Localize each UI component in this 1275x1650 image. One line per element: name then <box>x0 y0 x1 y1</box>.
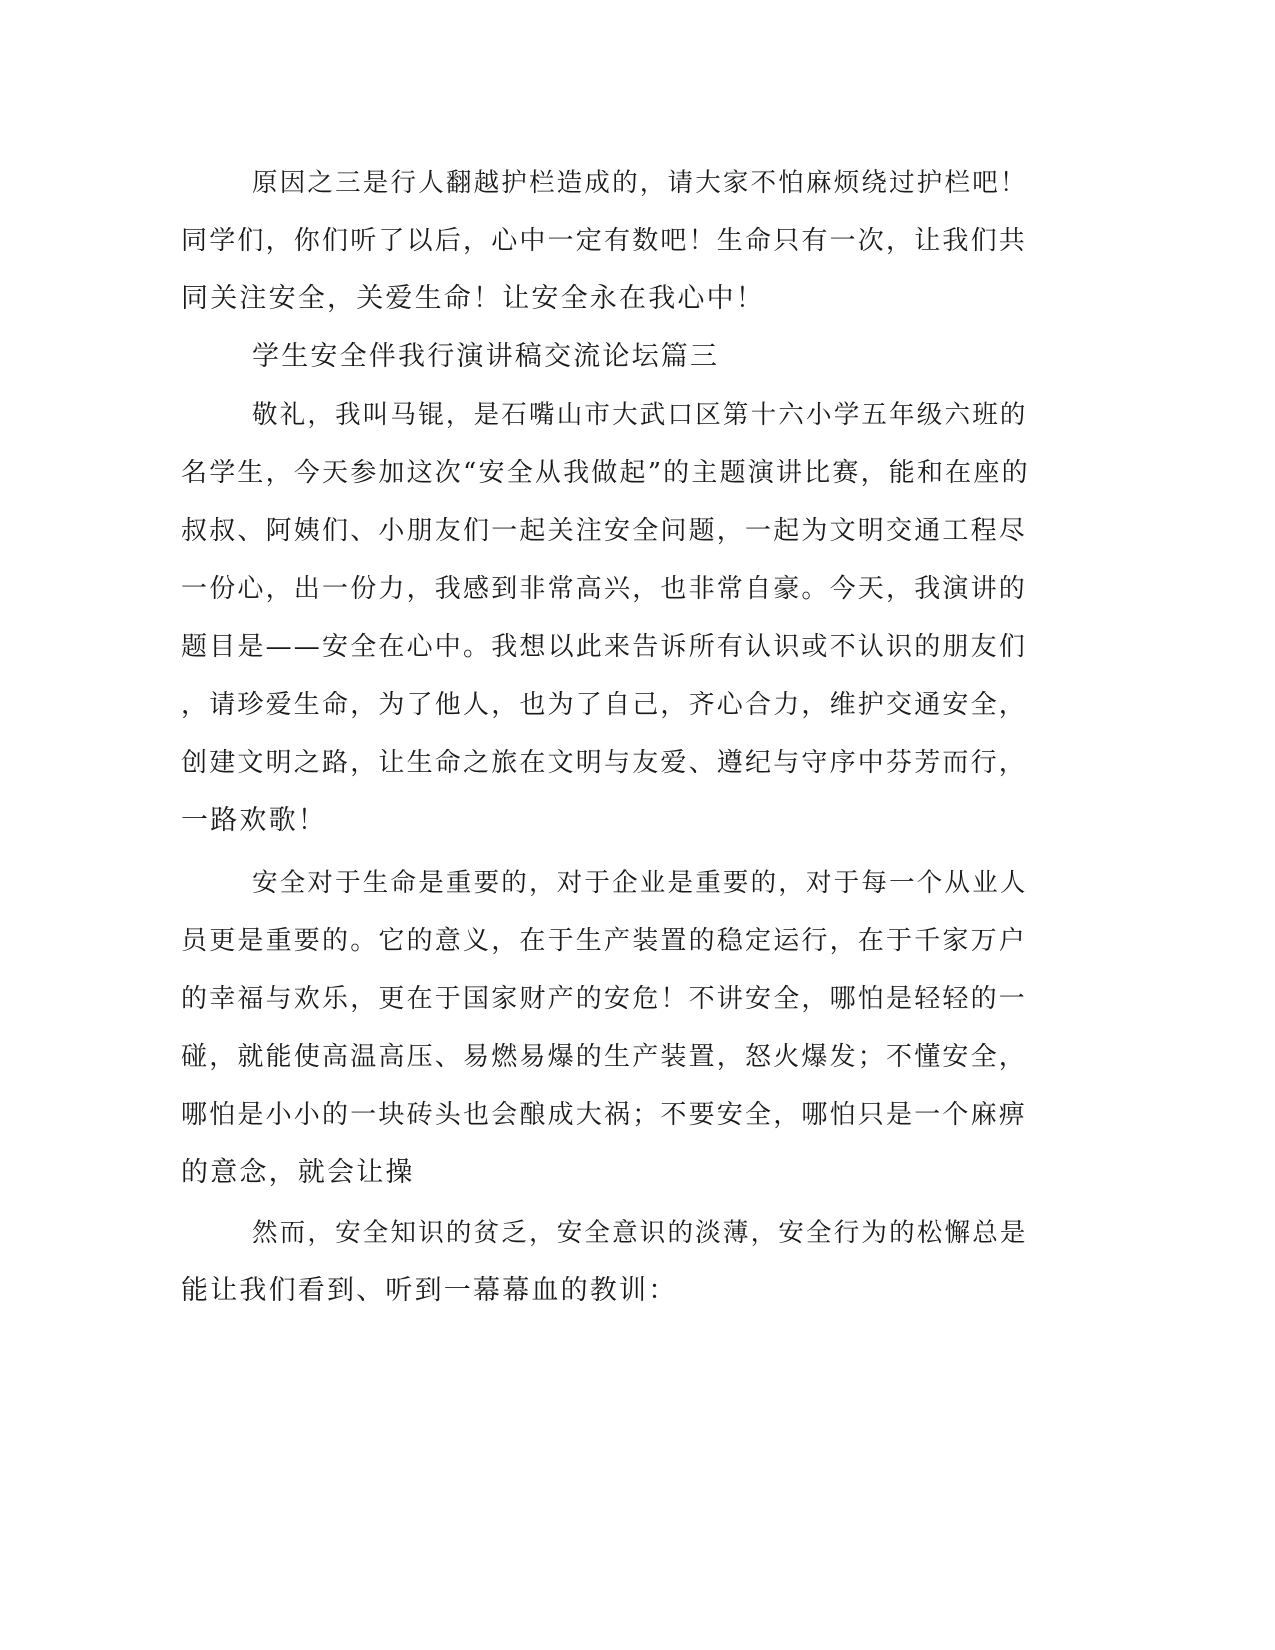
text-line-10: ，请珍爱生命，为了他人，也为了自己，齐心合力，维护交通安全， <box>181 690 1028 720</box>
text-line-11: 创建文明之路，让生命之旅在文明与友爱、遵纪与守序中芬芳而行， <box>181 748 1028 778</box>
text-line-19: 然而，安全知识的贫乏，安全意识的淡薄，安全行为的松懈总是 <box>252 1218 1028 1248</box>
text-line-2: 同学们，你们听了以后，心中一定有数吧！生命只有一次，让我们共 <box>181 226 1028 256</box>
text-line-15: 的幸福与欢乐，更在于国家财产的安危！不讲安全，哪怕是轻轻的一 <box>181 984 1028 1014</box>
text-line-14: 员更是重要的。它的意义，在于生产装置的稳定运行，在于千家万户 <box>181 926 1028 956</box>
text-line-1: 原因之三是行人翻越护栏造成的，请大家不怕麻烦绕过护栏吧！ <box>252 168 1028 198</box>
text-line-5: 敬礼，我叫马锟，是石嘴山市大武口区第十六小学五年级六班的 <box>252 400 1028 430</box>
text-line-8: 一份心，出一份力，我感到非常高兴，也非常自豪。今天，我演讲的 <box>181 574 1028 604</box>
text-line-16: 碰，就能使高温高压、易燃易爆的生产装置，怒火爆发；不懂安全， <box>181 1042 1028 1072</box>
text-line-13: 安全对于生命是重要的，对于企业是重要的，对于每一个从业人 <box>252 868 1028 898</box>
text-line-6: 名学生，今天参加这次“安全从我做起”的主题演讲比赛，能和在座的 <box>181 458 1030 488</box>
text-line-20: 能让我们看到、听到一幕幕血的教训： <box>181 1275 678 1306</box>
text-line-17: 哪怕是小小的一块砖头也会酿成大祸；不要安全，哪怕只是一个麻痹 <box>181 1100 1028 1130</box>
text-line-18: 的意念，就会让操 <box>181 1157 415 1188</box>
text-line-7: 叔叔、阿姨们、小朋友们一起关注安全问题，一起为文明交通工程尽 <box>181 516 1028 546</box>
section-heading: 学生安全伴我行演讲稿交流论坛篇三 <box>252 341 720 372</box>
text-line-3: 同关注安全，关爱生命！让安全永在我心中！ <box>181 283 765 314</box>
text-line-9: 题目是——安全在心中。我想以此来告诉所有认识或不认识的朋友们 <box>181 632 1028 662</box>
text-line-12: 一路欢歌！ <box>181 805 327 836</box>
